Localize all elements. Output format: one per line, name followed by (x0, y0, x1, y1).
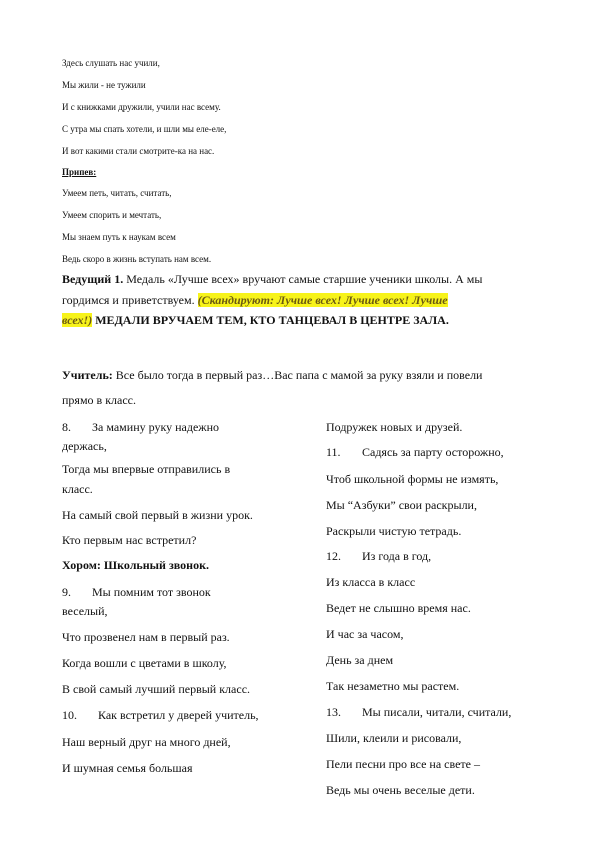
host-text-cont: гордимся и приветствуем. (62, 293, 198, 307)
verse-number: 12. (326, 549, 341, 563)
verse-text: Как встретил у дверей учитель, (98, 708, 259, 722)
verse-12-line: День за днем (326, 653, 394, 667)
song-chorus-line: Ведь скоро в жизнь вступать нам всем. (62, 254, 212, 264)
song-verse-line: Мы жили - не тужили (62, 80, 146, 90)
verse-text: За мамину руку надежно (92, 420, 220, 434)
verse-13-line (326, 705, 511, 720)
verse-11-line: Раскрыли чистую тетрадь. (326, 524, 462, 538)
host-caps-text: МЕДАЛИ ВРУЧАЕМ ТЕМ, КТО ТАНЦЕВАЛ В ЦЕНТРЕ ЗАЛА. (92, 313, 449, 327)
teacher-text: Все было тогда в первый раз…Вас папа с мамой за руку взяли и повели (112, 368, 483, 382)
verse-number: 13. (326, 705, 341, 719)
verse-10-line: Наш верный друг на много дней, (62, 735, 231, 749)
verse-13-line: Пели песни про все на свете – (326, 757, 481, 771)
verse-10-line: И шумная семья большая (62, 761, 193, 775)
host-speaker: Ведущий 1. (62, 272, 124, 286)
verse-11-line: Чтоб школьной формы не измять, (326, 472, 499, 486)
verse-number: 8. (62, 420, 71, 434)
song-chorus-line: Мы знаем путь к наукам всем (62, 232, 176, 242)
verse-12-line (326, 549, 431, 564)
chant-highlight: всех!) (62, 313, 93, 327)
verse-9-line: веселый, (62, 604, 108, 618)
verse-12-line: Из класса в класс (326, 575, 416, 589)
song-chorus-line: Умеем петь, читать, считать, (62, 188, 172, 198)
verse-9-line: Что прозвенел нам в первый раз. (62, 630, 230, 644)
verse-number: 9. (62, 585, 71, 599)
chant-highlight: (Скандируют: Лучше всех! Лучше всех! Лучше (197, 293, 448, 307)
song-verse-line: Здесь слушать нас учили, (62, 58, 160, 68)
verse-10-line (62, 708, 259, 723)
verse-text: Из года в год, (362, 549, 432, 563)
verse-13-line: Шили, клеили и рисовали, (326, 731, 462, 745)
verse-8-line: держась, (62, 439, 107, 453)
host-line-3 (62, 313, 449, 328)
verse-12-line: Так незаметно мы растем. (326, 679, 460, 693)
chorus-label: Припев: (62, 167, 97, 177)
chorus-answer: Хором: Школьный звонок. (62, 558, 210, 572)
host-line-2 (62, 293, 448, 308)
verse-number: 11. (326, 445, 341, 459)
song-verse-line: И вот какими стали смотрите-ка на нас. (62, 146, 215, 156)
verse-11-line: Мы “Азбуки” свои раскрыли, (326, 498, 477, 512)
verse-9-line (62, 585, 211, 600)
verse-8-line: класс. (62, 482, 93, 496)
song-verse-line: И с книжками дружили, учили нас всему. (62, 102, 221, 112)
verse-text: Мы писали, читали, считали, (362, 705, 512, 719)
verse-8-line: На самый свой первый в жизни урок. (62, 508, 253, 522)
verse-text: Мы помним тот звонок (92, 585, 211, 599)
verse-9-line: Когда вошли с цветами в школу, (62, 656, 227, 670)
teacher-line-1 (62, 368, 482, 383)
teacher-speaker: Учитель: (62, 368, 113, 382)
verse-number: 10. (62, 708, 77, 722)
song-verse-line: С утра мы спать хотели, и шли мы еле-еле, (62, 124, 227, 134)
verse-12-line: Ведет не слышно время нас. (326, 601, 471, 615)
verse-13-line: Ведь мы очень веселые дети. (326, 783, 475, 797)
verse-12-line: И час за часом, (326, 627, 404, 641)
verse-9-line: В свой самый лучший первый класс. (62, 682, 251, 696)
verse-10-line: Подружек новых и друзей. (326, 420, 463, 434)
verse-8-line: Кто первым нас встретил? (62, 533, 197, 547)
teacher-line-2: прямо в класс. (62, 393, 136, 407)
verse-text: Садясь за парту осторожно, (362, 445, 504, 459)
verse-11-line (326, 445, 504, 460)
verse-8-line: Тогда мы впервые отправились в (62, 462, 231, 476)
host-line-1 (62, 272, 482, 287)
host-text: Медаль «Лучше всех» вручают самые старшие ученики школы. А мы (123, 272, 483, 286)
verse-8-line (62, 420, 219, 435)
song-chorus-line: Умеем спорить и мечтать, (62, 210, 162, 220)
